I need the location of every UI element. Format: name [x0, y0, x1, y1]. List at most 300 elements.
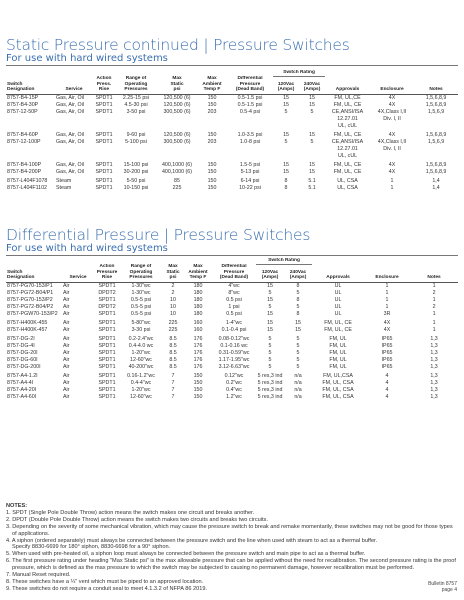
table-cell: 3-50 psi: [126, 108, 146, 115]
table-cell: 5: [296, 343, 300, 350]
table-cell: 1.2"wc: [226, 394, 242, 401]
table-cell: 8757-DG-2I: [7, 336, 35, 343]
table-cell: 0.1-0.4 psi: [221, 327, 247, 334]
table-cell: [55, 123, 93, 130]
table-row: [6, 160, 458, 169]
table-cell: 15: [309, 169, 315, 176]
table-cell: 5 res,3 ind: [257, 394, 283, 401]
table-cell: 4X: [388, 94, 396, 101]
table-cell: 150: [207, 94, 217, 101]
note-item: 5. When used with pre-heated oil, a siphon loop must always be connected between the pressure switch and main pipe to act as a thermal buffer.: [6, 551, 366, 558]
table-cell: 5: [310, 139, 314, 146]
table-cell: FM, UL, CE: [333, 101, 362, 108]
table-cell: CE,ANSI/ISA: [331, 108, 364, 115]
table-cell: 0.4-4"wc: [130, 380, 152, 387]
table-row: [6, 304, 458, 311]
page-footer: [428, 581, 457, 593]
table-cell: 1,3: [430, 336, 438, 343]
table-cell: 0.16-1.2"wc: [127, 373, 155, 380]
table-row: [6, 350, 458, 357]
col-120vac: 120Vac (Amps): [273, 76, 299, 94]
col-max-ambient-2: Max Ambient Temp F: [184, 264, 212, 282]
table-cell: 3-30 psi: [131, 327, 151, 334]
table-cell: [414, 123, 458, 130]
table-cell: 5: [284, 139, 288, 146]
table-cell: [115, 123, 157, 130]
table-cell: 2: [432, 303, 436, 310]
table-cell: 10: [170, 310, 176, 317]
table-cell: SPDT1: [98, 373, 116, 380]
table-cell: 40-200"wc: [128, 364, 154, 371]
table-cell: [157, 153, 197, 160]
table-cell: FM, UL, CE: [324, 320, 352, 327]
table-cell: 15: [283, 162, 289, 169]
table-cell: FM, UL, CSA: [322, 380, 354, 387]
table-cell: 15: [309, 132, 315, 139]
table-cell: Gas, Air, Oil: [56, 169, 84, 176]
table-cell: FM, UL: [329, 336, 347, 343]
differential-pressure-rows: [6, 282, 458, 401]
table-cell: 176: [193, 357, 203, 364]
table-cell: 7: [171, 380, 175, 387]
table-row: [6, 327, 458, 334]
table-cell: 1,4: [432, 178, 440, 185]
table-cell: 15: [309, 94, 315, 101]
table-row: [6, 334, 458, 343]
table-cell: 1.5-5 psi: [239, 162, 261, 169]
table-cell: 150: [207, 132, 217, 139]
table-cell: 4.5-30 psi: [124, 101, 148, 108]
table-cell: SPDT1: [95, 169, 113, 176]
col-range-2: Range of Operating Pressures: [120, 264, 162, 282]
table-cell: 15: [283, 94, 289, 101]
table-cell: FM, UL, CSA: [322, 387, 354, 394]
table-row: [6, 380, 458, 387]
table-cell: 400,1000 (6): [161, 162, 193, 169]
section2-subtitle: For use with hard wired systems: [6, 243, 168, 254]
table-cell: 8757-PG72-B04/P2: [7, 303, 54, 310]
notes-heading: NOTES:: [6, 503, 28, 509]
table-cell: 8757-A4-60I: [7, 394, 37, 401]
table-cell: Air: [63, 303, 70, 310]
col-notes-2: Notes: [410, 264, 458, 282]
table-cell: 1,3: [430, 373, 438, 380]
table-cell: [273, 123, 299, 130]
table-cell: 2: [432, 289, 436, 296]
table-cell: [197, 146, 227, 153]
table-cell: 85: [174, 178, 180, 185]
col-approvals-2: Approvals: [312, 264, 364, 282]
table-cell: SPDT1: [95, 162, 113, 169]
table-cell: FM, UL: [329, 357, 347, 364]
table-cell: 1,5,6,8,9: [425, 169, 447, 176]
table-cell: [273, 116, 299, 123]
col-240vac: 240Vac (Amps): [299, 76, 325, 94]
table-cell: 1: [390, 185, 394, 192]
table-cell: 8757-PGW70-153/P2: [7, 310, 58, 317]
table-cell: 8757-12-100P: [7, 139, 41, 146]
table-cell: 8757-PG70-153/P1: [7, 282, 53, 289]
table-cell: 8757-A4-4I: [7, 380, 34, 387]
table-cell: 8: [296, 296, 300, 303]
table-cell: [370, 123, 414, 130]
table-cell: Gas, Air, Oil: [56, 139, 84, 146]
table-cell: 150: [193, 394, 203, 401]
table-cell: 2: [171, 282, 175, 289]
table-cell: 15: [267, 327, 273, 334]
table-cell: 8757-B4-60P: [7, 132, 39, 139]
table-cell: 5: [296, 303, 300, 310]
table-cell: 15: [283, 132, 289, 139]
table-cell: UL, cUL: [337, 153, 358, 160]
table-cell: 4X: [388, 101, 396, 108]
table-cell: FM, UL: [329, 364, 347, 371]
table-cell: SPDT1: [98, 357, 116, 364]
table-cell: 225: [168, 327, 178, 334]
table-cell: 180: [193, 310, 203, 317]
table-cell: Air: [63, 373, 70, 380]
table-row: [6, 311, 458, 318]
table-cell: 8757-L404F1078: [7, 178, 48, 185]
table-cell: 5: [268, 364, 272, 371]
table-cell: 1: [390, 178, 394, 185]
table-cell: 8"wc: [228, 289, 240, 296]
table-cell: [157, 123, 197, 130]
table-cell: n/a: [294, 373, 302, 380]
table-cell: [93, 116, 115, 123]
table-cell: 0.4-4.0 wc: [128, 343, 154, 350]
table-cell: 5: [284, 108, 288, 115]
table-row: [6, 123, 458, 130]
table-cell: SPDT1: [95, 185, 113, 192]
table-cell: 180: [193, 289, 203, 296]
table-cell: 5.1: [308, 178, 316, 185]
table-cell: 15: [283, 101, 289, 108]
table-row: [6, 185, 458, 192]
table-cell: 8757-PG72-B04/P1: [7, 289, 54, 296]
section2-title: Differential Pressure | Pressure Switches: [6, 226, 311, 244]
table-cell: [115, 116, 157, 123]
table-cell: 12.27.01: [337, 146, 358, 153]
table-cell: 1-20"wc: [131, 387, 151, 394]
table-cell: UL: [334, 303, 342, 310]
table-cell: Gas, Air, Oil: [56, 101, 84, 108]
table-cell: 150: [207, 162, 217, 169]
table-cell: DPDT2: [98, 289, 116, 296]
table-cell: [370, 153, 414, 160]
table-row: [6, 102, 458, 109]
table-cell: [227, 146, 273, 153]
table-row: [6, 176, 458, 185]
table-cell: 4X,Class I,II: [377, 108, 407, 115]
table-cell: FM, UL: [329, 350, 347, 357]
table-cell: 8: [296, 310, 300, 317]
table-cell: 15: [309, 101, 315, 108]
table-cell: Gas, Air, Oil: [56, 162, 84, 169]
table-cell: 180: [193, 296, 203, 303]
notes-section: [6, 503, 458, 593]
table-cell: [93, 123, 115, 130]
table-cell: 5: [268, 303, 272, 310]
col-120vac-2: 120Vac (Amps): [256, 264, 284, 282]
table-cell: 3.12-6.63"wc: [218, 364, 250, 371]
static-pressure-table: [6, 70, 458, 192]
table-cell: 0.1-0.16 wc: [220, 343, 248, 350]
table-cell: 1-30"wc: [131, 289, 151, 296]
table-cell: 1.0-3.5 psi: [237, 132, 263, 139]
table-cell: UL: [334, 296, 342, 303]
table-cell: 1,5,6,9: [427, 108, 445, 115]
table-cell: 4X: [388, 162, 396, 169]
table-cell: 150: [193, 380, 203, 387]
table-cell: 150: [207, 101, 217, 108]
table-cell: 1.17-1.95"wc: [218, 357, 250, 364]
table-cell: 8.5: [169, 350, 177, 357]
col-max-ambient: Max Ambient Temp F: [197, 76, 227, 94]
switch-rating-header: Switch Rating: [273, 70, 325, 76]
table-cell: 15: [267, 310, 273, 317]
switch-rating-header-2: Switch Rating: [256, 258, 312, 264]
table-cell: 8757-DG-200I: [7, 364, 41, 371]
table-cell: 180: [193, 282, 203, 289]
table-cell: 1,5,6,8,9: [425, 101, 447, 108]
table-cell: 0.4"wc: [226, 387, 242, 394]
table-cell: [299, 153, 325, 160]
table-cell: 225: [168, 320, 178, 327]
table-cell: FM, UL, CE: [324, 327, 352, 334]
table-cell: 12-60"wc: [130, 394, 152, 401]
table-cell: 1,3: [430, 394, 438, 401]
table-row: [6, 146, 458, 153]
table-cell: 1,3: [430, 387, 438, 394]
table-row: [6, 116, 458, 123]
table-row: [6, 130, 458, 139]
table-cell: Div. I, II: [383, 115, 401, 122]
col-service: Service: [55, 76, 93, 94]
table-cell: [299, 123, 325, 130]
table-cell: 150: [207, 178, 217, 185]
table-cell: 1,3: [430, 380, 438, 387]
table-cell: 5-80"wc: [131, 320, 151, 327]
table-cell: 5: [268, 289, 272, 296]
table-cell: 1,5,6,8,9: [425, 132, 447, 139]
table-cell: SPDT1: [98, 387, 116, 394]
table-cell: 15: [295, 327, 301, 334]
table-cell: [6, 146, 55, 153]
table-cell: 8757-L404F1102: [7, 185, 47, 192]
table-row: [6, 364, 458, 371]
table-cell: 0.12"wc: [224, 373, 244, 380]
table-cell: 8.5: [169, 343, 177, 350]
table-cell: 1: [432, 327, 436, 334]
table-row: [6, 318, 458, 327]
col-240vac-2: 240Vac (Amps): [284, 264, 312, 282]
table-cell: 8757-DG-4I: [7, 343, 35, 350]
table-cell: 8757-B4-15P: [7, 94, 39, 101]
note-item: 6. The first pressure rating under heading "Max Static psi" is the max allowable pressure that can be applied without the need for recalibration. The second pressure rating is the proof pressure, which is defined as the max pressure to which the switch may be subjected to causing no permanent damage, however recalibration must be performed.: [6, 558, 456, 572]
table-cell: [273, 146, 299, 153]
table-cell: [55, 116, 93, 123]
table-cell: 8757-DG-60I: [7, 357, 38, 364]
table-cell: 10: [170, 296, 176, 303]
table-cell: [414, 146, 458, 153]
table-cell: 15: [283, 169, 289, 176]
table-cell: 7: [171, 394, 175, 401]
section1-divider: [6, 65, 458, 66]
table-cell: 8757-A4-20I: [7, 387, 37, 394]
table-cell: 1,5,6,8,9: [425, 94, 447, 101]
table-cell: Air: [63, 394, 70, 401]
section2-divider: [6, 255, 458, 256]
table-cell: SPDT1: [98, 364, 116, 371]
table-cell: 0.5-5 psi: [130, 303, 152, 310]
table-cell: IP65: [381, 357, 393, 364]
table-cell: SPDT1: [95, 108, 113, 115]
table-cell: SPDT1: [98, 394, 116, 401]
table-cell: [6, 153, 55, 160]
table-cell: 5.1: [308, 185, 316, 192]
table-cell: 300,500 (6): [163, 139, 191, 146]
table-cell: 5: [268, 350, 272, 357]
table-cell: [299, 146, 325, 153]
table-cell: 0.31-0.59"wc: [218, 350, 250, 357]
note-item: 7. Manual Reset required.: [6, 572, 71, 579]
table-cell: SPDT1: [98, 336, 116, 343]
note-item: 4. A siphon (ordered separately) must always be connected between the pressure switch and the line when used with steam to act as a thermal buffer.: [6, 537, 378, 544]
table-cell: Steam: [56, 185, 72, 192]
table-cell: UL, cUL: [337, 122, 358, 129]
table-cell: 4: [385, 394, 389, 401]
table-cell: n/a: [294, 394, 302, 401]
table-cell: [6, 116, 55, 123]
table-cell: 400,1000 (6): [161, 169, 193, 176]
table-cell: [227, 123, 273, 130]
section1-subtitle: For use with hard wired systems: [6, 53, 168, 64]
table-cell: 4X: [388, 169, 396, 176]
table-cell: 8.5: [169, 357, 177, 364]
table-cell: 0.2"wc: [226, 380, 242, 387]
table-cell: [227, 116, 273, 123]
table-row: [6, 394, 458, 401]
table-cell: 5-13 psi: [240, 169, 260, 176]
table-cell: 8757-B4-30P: [7, 101, 39, 108]
table-cell: 5: [268, 336, 272, 343]
table-cell: SPDT1: [95, 94, 113, 101]
table-cell: 8: [296, 282, 300, 289]
table-cell: 120,500 (6): [163, 101, 191, 108]
table-cell: 0.5 psi: [226, 296, 242, 303]
table-cell: 10-22 psi: [239, 185, 261, 192]
note-item: 3. Depending on the severity of some mechanical vibration, which may cause the pressure switch to break and remake momentarily, these switches may not be good for those types of applications.: [6, 523, 453, 537]
table-cell: [197, 153, 227, 160]
table-cell: 8757-H400K-455: [7, 320, 48, 327]
table-cell: IP65: [381, 343, 393, 350]
note-item: 1. SPDT (Single Pole Double Throw) action means the switch makes one circuit and breaks another.: [6, 509, 255, 516]
table-cell: FM, UL: [329, 343, 347, 350]
table-cell: 15: [309, 162, 315, 169]
table-cell: Air: [63, 289, 70, 296]
note-item: 2. DPDT (Double Pole Double Throw) action means the switch makes two circuits and breaks two circuits.: [6, 516, 268, 523]
table-cell: Air: [63, 296, 70, 303]
table-cell: 176: [193, 350, 203, 357]
table-cell: 5: [268, 357, 272, 364]
table-cell: [55, 153, 93, 160]
table-cell: 5: [296, 289, 300, 296]
table-cell: FM, UL, CE: [333, 162, 362, 169]
table-cell: 0.5 psi: [226, 310, 242, 317]
table-row: [6, 139, 458, 146]
col-differential-2: Differential Pressure (Dead Band): [212, 264, 256, 282]
table-cell: 160: [193, 327, 203, 334]
table-cell: 7: [171, 387, 175, 394]
table-cell: 1: [432, 282, 436, 289]
table-cell: 180: [193, 303, 203, 310]
table-cell: 1 psi: [228, 303, 240, 310]
table-cell: [414, 153, 458, 160]
table-cell: Air: [63, 350, 70, 357]
table-cell: 1,3: [430, 343, 438, 350]
table-cell: Air: [63, 310, 70, 317]
table-cell: UL: [334, 289, 342, 296]
table-cell: [197, 116, 227, 123]
table-cell: 1: [385, 296, 389, 303]
table-cell: 176: [193, 364, 203, 371]
table-cell: 150: [193, 373, 203, 380]
differential-pressure-table: [6, 258, 458, 401]
table-cell: 5: [296, 336, 300, 343]
table-row: [6, 109, 458, 116]
table-cell: CE,ANSI/ISA: [331, 139, 364, 146]
table-row: [6, 282, 458, 290]
table-cell: 30-200 psi: [123, 169, 149, 176]
table-cell: Div. I, II: [383, 146, 401, 153]
table-cell: 4"wc: [228, 282, 240, 289]
table-row: [6, 387, 458, 394]
table-cell: 150: [207, 169, 217, 176]
table-cell: 5: [268, 343, 272, 350]
table-cell: 8757-B4-100P: [7, 162, 42, 169]
table-cell: 5 res,3 ind: [257, 373, 283, 380]
table-cell: IP65: [381, 350, 393, 357]
col-differential: Differential Pressure (Dead Band): [227, 76, 273, 94]
table-cell: FM, UL, CSA: [322, 394, 354, 401]
table-cell: SPDT1: [95, 101, 113, 108]
table-cell: 1,5,6,8,9: [425, 162, 447, 169]
table-cell: Gas, Air, Oil: [56, 108, 84, 115]
table-row: [6, 297, 458, 304]
table-cell: Air: [63, 336, 70, 343]
table-cell: 0.5-1.5 psi: [237, 101, 263, 108]
col-enclosure: Enclosure: [370, 76, 414, 94]
table-cell: Air: [63, 282, 70, 289]
col-notes: Notes: [414, 76, 458, 94]
note-item: 8. These switches have a ¼" vent which must be piped to an approved location.: [6, 578, 204, 585]
table-row: [6, 169, 458, 176]
table-cell: SPDT1: [95, 139, 113, 146]
table-cell: 1.0-8 psi: [239, 139, 261, 146]
col-switch-designation-2: Switch Designation: [6, 264, 62, 282]
table-cell: IP65: [381, 336, 393, 343]
table-cell: 15: [295, 320, 301, 327]
table-cell: Gas, Air, Oil: [56, 132, 84, 139]
table-cell: Steam: [56, 178, 72, 185]
table-cell: 1-20"wc: [131, 350, 151, 357]
table-cell: 5 res,3 ind: [257, 380, 283, 387]
table-cell: 12.27.01: [337, 115, 358, 122]
table-cell: FM, UL,CSA: [323, 373, 353, 380]
note-item: 9. These switches do not require a conduit seal to meet 4.1.3.2 of NFPA 86 2019.: [6, 585, 207, 592]
table-cell: 0.5-4 psi: [239, 108, 261, 115]
